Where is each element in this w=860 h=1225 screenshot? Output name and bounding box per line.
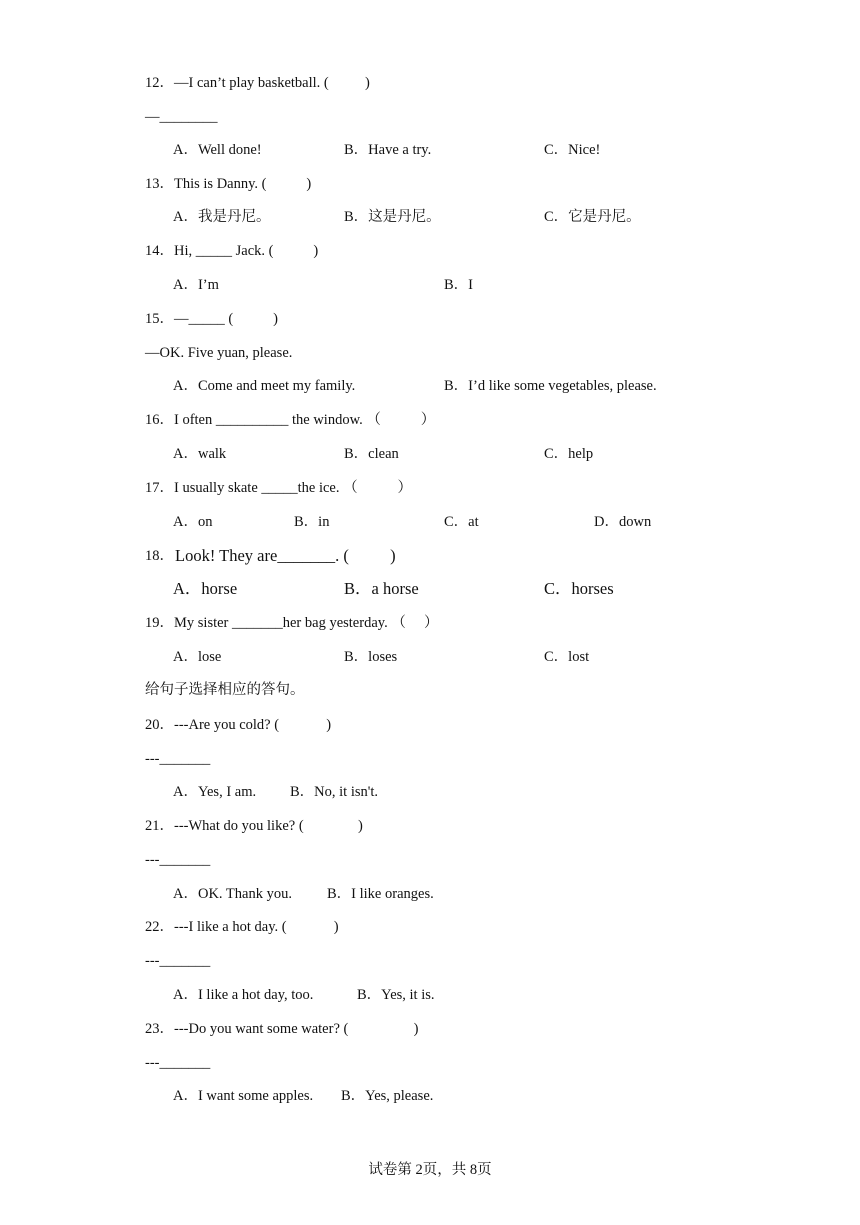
page-footer (0, 1159, 860, 1181)
option-b: B．in (294, 514, 330, 530)
question-13 (0, 173, 860, 195)
question-stem: 21．---What do you like? ( ) (145, 818, 363, 834)
option-a: A．OK. Thank you. (173, 886, 292, 902)
option-d: D．down (594, 514, 652, 530)
option-c: C．horses (544, 579, 614, 598)
question-stem: 19．My sister _______her bag yesterday. （ ） (145, 615, 439, 631)
options-row (0, 375, 860, 397)
question-stem: 14．Hi, _____ Jack. ( ) (145, 243, 319, 259)
answer-line: —________ (145, 109, 218, 125)
option-b: B．Yes, it is. (357, 987, 435, 1003)
option-b: B．loses (344, 649, 398, 665)
options-row (0, 781, 860, 803)
answer-line: ---_______ (145, 953, 211, 969)
option-a: A．Well done! (173, 142, 262, 158)
options-row (0, 443, 860, 465)
question-14 (0, 240, 860, 262)
options-row (0, 646, 860, 668)
page-number: 试卷第 2页，共 8页 (368, 1162, 492, 1178)
question-12 (0, 72, 860, 94)
option-a: A．walk (173, 446, 227, 462)
question-stem: Look! They are_______. ( ) (175, 546, 396, 565)
question-stem: 20．---Are you cold? ( ) (145, 717, 332, 733)
option-b: B．I’d like some vegetables, please. (444, 378, 657, 394)
options-row (0, 578, 860, 600)
option-b: B．No, it isn't. (290, 784, 379, 800)
option-a: A．Come and meet my family. (173, 378, 356, 394)
question-stem: 22．---I like a hot day. ( ) (145, 919, 339, 935)
option-b: B．clean (344, 446, 399, 462)
option-c: C．at (444, 514, 479, 530)
question-stem: 13．This is Danny. ( ) (145, 176, 312, 192)
option-a: A．I like a hot day, too. (173, 987, 314, 1003)
options-row (0, 883, 860, 905)
answer-blank (0, 748, 860, 770)
option-a: A．horse (173, 579, 238, 598)
answer-line: ---_______ (145, 852, 211, 868)
options-row (0, 139, 860, 161)
question-stem: 23．---Do you want some water? ( ) (145, 1021, 419, 1037)
question-stem: 15．—_____ ( ) (145, 311, 278, 327)
question-21 (0, 815, 860, 837)
answer-blank (0, 342, 860, 364)
section-heading-text: 给句子选择相应的答句。 (145, 682, 305, 698)
answer-blank (0, 849, 860, 871)
answer-line: ---_______ (145, 751, 211, 767)
option-a: A．on (173, 514, 213, 530)
options-row (0, 511, 860, 533)
option-b: B．I (444, 277, 473, 293)
answer-line: —OK. Five yuan, please. (145, 345, 293, 361)
answer-blank (0, 950, 860, 972)
option-c: C．help (544, 446, 594, 462)
answer-blank (0, 106, 860, 128)
option-a: A．I’m (173, 277, 219, 293)
question-20 (0, 714, 860, 736)
answer-line: ---_______ (145, 1055, 211, 1071)
question-18 (0, 545, 860, 567)
options-row (0, 1085, 860, 1107)
option-c: C．lost (544, 649, 590, 665)
question-15 (0, 308, 860, 330)
question-17 (0, 477, 860, 499)
question-number: 18． (145, 548, 174, 564)
question-22 (0, 916, 860, 938)
options-row (0, 206, 860, 228)
options-row (0, 984, 860, 1006)
option-b: B．Have a try. (344, 142, 432, 158)
option-b: B．I like oranges. (327, 886, 434, 902)
section-heading (0, 679, 860, 701)
question-stem: 12．—I can’t play basketball. ( ) (145, 75, 370, 91)
question-19 (0, 612, 860, 634)
answer-blank (0, 1052, 860, 1074)
option-b: B．a horse (344, 579, 419, 598)
option-c: C．它是丹尼。 (544, 209, 641, 225)
option-a: A．lose (173, 649, 222, 665)
question-stem: 17．I usually skate _____the ice. （ ） (145, 480, 412, 496)
option-a: A．我是丹尼。 (173, 209, 271, 225)
options-row (0, 274, 860, 296)
option-c: C．Nice! (544, 142, 601, 158)
question-16 (0, 409, 860, 431)
option-a: A．I want some apples. (173, 1088, 314, 1104)
option-b: B．这是丹尼。 (344, 209, 441, 225)
question-23 (0, 1018, 860, 1040)
question-stem: 16．I often __________ the window. （ ） (145, 412, 436, 428)
option-b: B．Yes, please. (341, 1088, 434, 1104)
option-a: A．Yes, I am. (173, 784, 257, 800)
